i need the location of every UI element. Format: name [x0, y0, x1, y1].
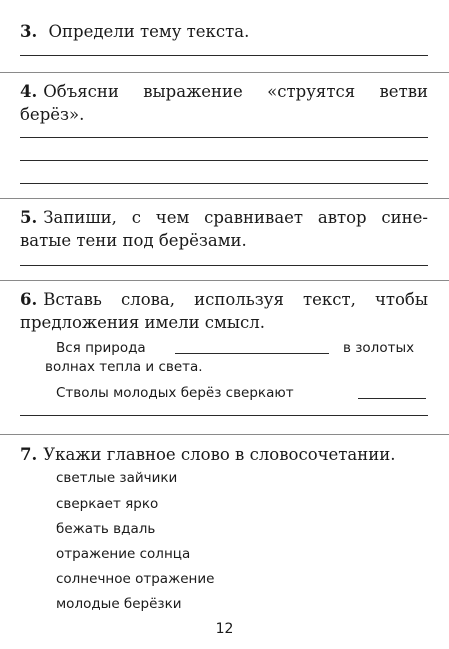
task-3-text: Определи тему текста. [48, 22, 250, 41]
task-6-sentence-1-start: Вся природа [56, 340, 146, 356]
task-4-prompt-line-1 [20, 82, 428, 102]
task-6-sentence-1-end: в золотых [343, 340, 415, 356]
section-divider [0, 72, 449, 73]
task-5-prompt-line-1 [20, 208, 428, 228]
task-7-prompt [20, 445, 396, 465]
task-6-sentence-1-cont: волнах тепла и света. [45, 359, 203, 375]
section-divider [0, 198, 449, 199]
task-6-number: 6. [20, 290, 38, 309]
task-7-number: 7. [20, 445, 38, 464]
task-6-blank-1[interactable] [175, 339, 329, 354]
phrase-item[interactable]: сверкает ярко [56, 496, 159, 512]
task-5-text-1: Запиши, с чем сравнивает автор сине- [43, 208, 428, 227]
phrase-item[interactable]: молодые берёзки [56, 596, 182, 612]
task-5-answer-line[interactable] [20, 265, 428, 266]
section-divider [0, 280, 449, 281]
task-6-sentence-2: Стволы молодых берёз сверкают [56, 385, 294, 401]
task-6-answer-line[interactable] [20, 415, 428, 416]
section-divider [0, 434, 449, 435]
phrase-item[interactable]: бежать вдаль [56, 521, 156, 537]
task-4-answer-line-3[interactable] [20, 183, 428, 184]
phrase-item[interactable]: солнечное отражение [56, 571, 215, 587]
task-4-answer-line-2[interactable] [20, 160, 428, 161]
task-3-number: 3. [20, 22, 38, 41]
task-3-answer-line[interactable] [20, 55, 428, 56]
task-4-prompt-line-2: берёз». [20, 105, 85, 124]
phrase-item[interactable]: отражение солнца [56, 546, 191, 562]
task-6-blank-2[interactable] [358, 384, 426, 399]
phrase-item[interactable]: светлые зайчики [56, 470, 178, 486]
task-5-prompt-line-2: ватые тени под берёзами. [20, 231, 247, 250]
task-5-number: 5. [20, 208, 38, 227]
task-7-text: Укажи главное слово в словосочетании. [43, 445, 396, 464]
task-6-prompt-line-1 [20, 290, 428, 310]
task-4-text-1: Объясни выражение «струятся ветви [43, 82, 428, 101]
task-4-answer-line-1[interactable] [20, 137, 428, 138]
task-6-text-1: Вставь слова, используя текст, чтобы [43, 290, 428, 309]
task-4-number: 4. [20, 82, 38, 101]
page-number: 12 [215, 621, 234, 637]
task-6-prompt-line-2: предложения имели смысл. [20, 313, 265, 332]
task-3-prompt [20, 22, 249, 42]
